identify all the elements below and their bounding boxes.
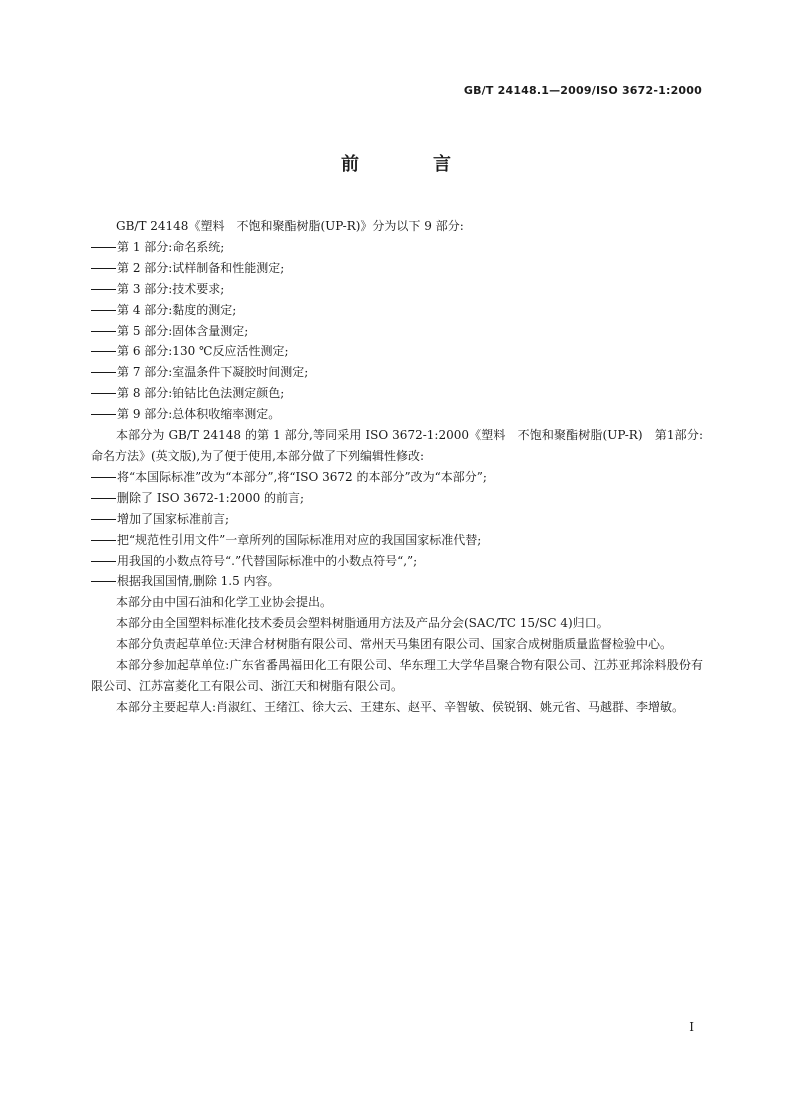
standard-code-header: GB/T 24148.1—2009/ISO 3672-1:2000 xyxy=(463,84,702,97)
adoption-paragraph: 本部分为 GB/T 24148 的第 1 部分,等同采用 ISO 3672-1:2000《塑料 不饱和聚酯树脂(UP-R) 第1部分:命名方法》(英文版),为了便于使用,本部分做了下列编辑性修改: xyxy=(91,428,703,463)
dash-mark xyxy=(91,498,116,499)
part-item-text: 第 1 部分:命名系统; xyxy=(117,239,225,254)
list-item xyxy=(91,341,703,362)
list-item xyxy=(91,258,703,279)
list-item xyxy=(91,404,703,425)
dash-mark xyxy=(91,372,116,373)
list-item xyxy=(91,551,703,572)
dash-mark xyxy=(91,268,116,269)
drafting-units-paragraph: 本部分负责起草单位:天津合材树脂有限公司、常州天马集团有限公司、国家合成树脂质量监督检验中心。 xyxy=(116,637,673,652)
page-title: 前 言 xyxy=(341,154,479,175)
dash-mark xyxy=(91,310,116,311)
list-item xyxy=(91,509,703,530)
drafters-paragraph: 本部分主要起草人:肖淑红、王绪江、徐大云、王建东、赵平、辛智敏、侯锐钢、姚元省、马越群、李增敏。 xyxy=(116,699,685,714)
part-item-text: 第 6 部分:130 ℃反应活性测定; xyxy=(117,344,289,359)
dash-mark xyxy=(91,519,116,520)
modification-text: 把“规范性引用文件”一章所列的国际标准用对应的我国国家标准代替; xyxy=(117,532,482,547)
part-item-text: 第 2 部分:试样制备和性能测定; xyxy=(117,260,285,275)
dash-mark xyxy=(91,540,116,541)
dash-mark xyxy=(91,247,116,248)
part-item-text: 第 7 部分:室温条件下凝胶时间测定; xyxy=(117,365,309,380)
part-item-text: 第 4 部分:黏度的测定; xyxy=(117,302,237,317)
list-item xyxy=(91,488,703,509)
centralized-paragraph: 本部分由全国塑料标准化技术委员会塑料树脂通用方法及产品分会(SAC/TC 15/SC 4)归口。 xyxy=(116,616,609,631)
modification-text: 用我国的小数点符号“.”代替国际标准中的小数点符号“,”; xyxy=(117,553,418,568)
intro-line: GB/T 24148《塑料 不饱和聚酯树脂(UP-R)》分为以下 9 部分: xyxy=(116,219,464,233)
modification-text: 根据我国国情,删除 1.5 内容。 xyxy=(117,574,280,589)
dash-mark xyxy=(91,414,116,415)
page-number: I xyxy=(689,1020,694,1034)
modification-text: 删除了 ISO 3672-1:2000 的前言; xyxy=(117,490,305,505)
dash-mark xyxy=(91,351,116,352)
dash-mark xyxy=(91,393,116,394)
part-item-text: 第 9 部分:总体积收缩率测定。 xyxy=(117,407,281,422)
list-item xyxy=(91,300,703,321)
list-item xyxy=(91,237,703,258)
proposer-paragraph: 本部分由中国石油和化学工业协会提出。 xyxy=(116,595,333,610)
dash-mark xyxy=(91,581,116,582)
list-item xyxy=(91,530,703,551)
list-item xyxy=(91,383,703,404)
participating-units-paragraph: 本部分参加起草单位:广东省番禺福田化工有限公司、华东理工大学华昌聚合物有限公司、江苏亚邦涂料股份有限公司、江苏富菱化工有限公司、浙江天和树脂有限公司。 xyxy=(91,658,703,693)
part-item-text: 第 8 部分:铂钴比色法测定颜色; xyxy=(117,386,285,401)
modifications-list xyxy=(91,467,703,592)
dash-mark xyxy=(91,477,116,478)
modification-text: 增加了国家标准前言; xyxy=(117,511,230,526)
list-item xyxy=(91,467,703,488)
dash-mark xyxy=(91,561,116,562)
foreword-body xyxy=(91,216,703,718)
part-item-text: 第 3 部分:技术要求; xyxy=(117,281,225,296)
dash-mark xyxy=(91,289,116,290)
list-item xyxy=(91,279,703,300)
list-item xyxy=(91,362,703,383)
part-item-text: 第 5 部分:固体含量测定; xyxy=(117,323,249,338)
dash-mark xyxy=(91,331,116,332)
list-item xyxy=(91,321,703,342)
parts-list xyxy=(91,237,703,425)
modification-text: 将“本国际标准”改为“本部分”,将“ISO 3672 的本部分”改为“本部分”; xyxy=(117,469,487,484)
list-item xyxy=(91,571,703,592)
